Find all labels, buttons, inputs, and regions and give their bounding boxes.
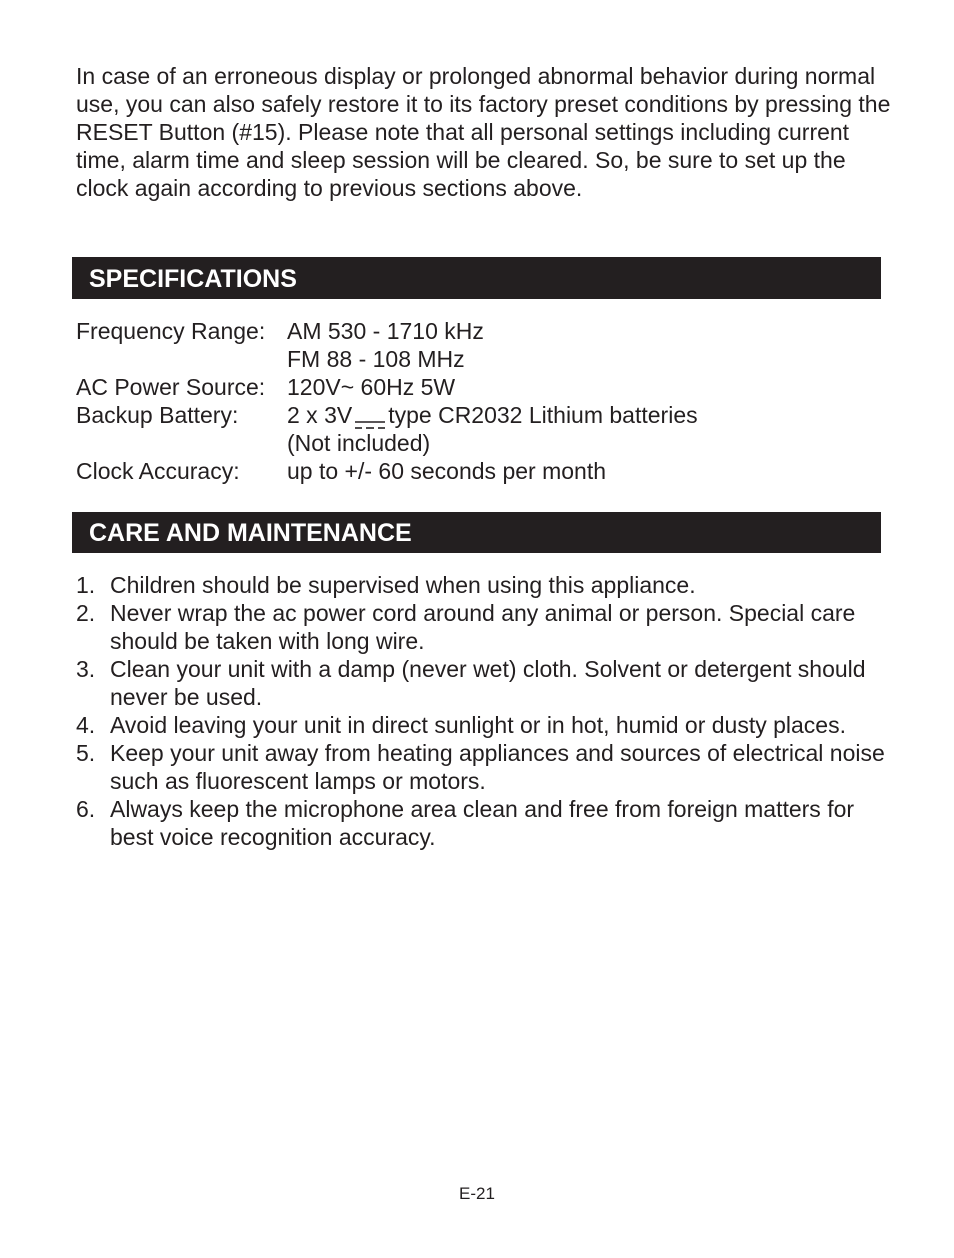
list-item-text: Children should be supervised when using this appliance. [110, 572, 696, 598]
spec-label: Frequency Range: [76, 318, 266, 344]
spec-value: 120V~ 60Hz 5W [287, 374, 456, 400]
list-item [76, 739, 896, 795]
spec-row-frequency-fm [76, 345, 896, 373]
list-item-number: 1. [76, 572, 96, 598]
spec-label [76, 345, 287, 373]
list-item [76, 599, 896, 655]
list-item-text: Clean your unit with a damp (never wet) cloth. Solvent or detergent should never be used. [110, 656, 866, 710]
spec-label: AC Power Source: [76, 374, 266, 400]
list-item [76, 655, 896, 711]
page-number: E-21 [459, 1184, 495, 1203]
spec-row-frequency-am [76, 317, 896, 345]
spec-label [76, 429, 287, 457]
spec-label: Backup Battery: [76, 402, 239, 428]
list-item-text: Avoid leaving your unit in direct sunlight or in hot, humid or dusty places. [110, 712, 846, 738]
spec-value: up to +/- 60 seconds per month [287, 458, 607, 484]
care-maintenance-list [76, 571, 896, 851]
list-item-number: 6. [76, 796, 96, 822]
specifications-list [76, 317, 896, 485]
specifications-heading: SPECIFICATIONS [72, 257, 881, 299]
list-item [76, 711, 896, 739]
spec-row-not-included [76, 429, 896, 457]
intro-paragraph: In case of an erroneous display or prolonged abnormal behavior during normal use, you can also safely restore it to its factory preset conditions by pressing the RESET Button (#15). Please note that all personal settings including current time, alarm time and sleep session will be cleared. So, be sure to set up the clock again according to previous sections above. [76, 63, 891, 201]
spec-value [287, 401, 698, 429]
list-item [76, 571, 896, 599]
spec-value: AM 530 - 1710 kHz [287, 318, 484, 344]
list-item-number: 3. [76, 656, 96, 682]
list-item-text: Always keep the microphone area clean and free from foreign matters for best voice recognition accuracy. [110, 796, 855, 850]
spec-row-ac-power [76, 373, 896, 401]
list-item-number: 5. [76, 740, 96, 766]
spec-row-clock-accuracy [76, 457, 896, 485]
dc-current-symbol-icon [355, 408, 385, 418]
spec-row-backup-battery [76, 401, 896, 429]
spec-label: Clock Accuracy: [76, 458, 240, 484]
list-item-text: Keep your unit away from heating appliances and sources of electrical noise such as fluorescent lamps or motors. [110, 740, 885, 794]
spec-value: (Not included) [287, 430, 431, 456]
list-item [76, 795, 896, 851]
list-item-text: Never wrap the ac power cord around any animal or person. Special care should be taken with long wire. [110, 600, 856, 654]
list-item-number: 4. [76, 712, 96, 738]
battery-type: type CR2032 Lithium batteries [388, 402, 698, 428]
list-item-number: 2. [76, 600, 96, 626]
spec-value: FM 88 - 108 MHz [287, 346, 465, 372]
battery-voltage: 2 x 3V [287, 402, 353, 428]
care-maintenance-heading: CARE AND MAINTENANCE [72, 512, 881, 553]
